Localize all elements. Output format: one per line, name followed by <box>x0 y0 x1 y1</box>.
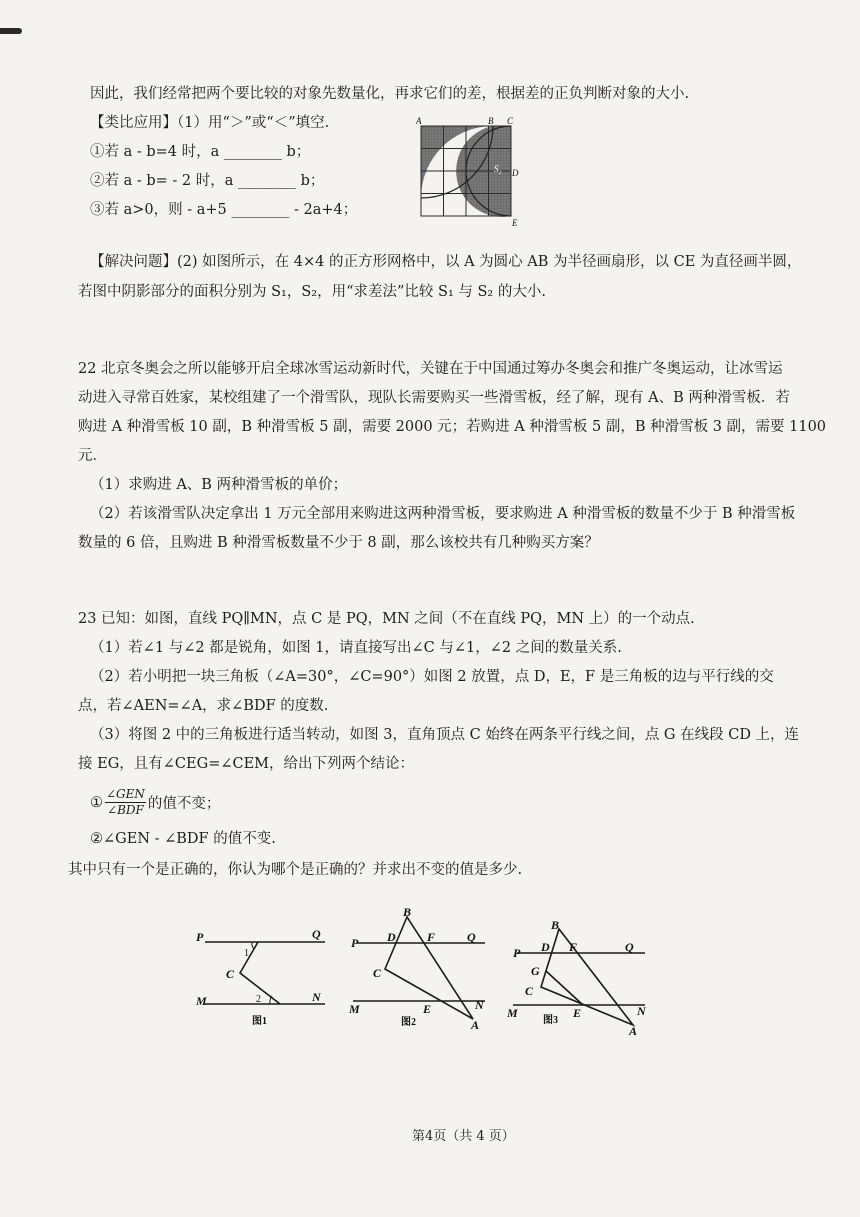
page-footer: 第4页（共 4 页） <box>412 1129 515 1144</box>
q22-line-1: 22 北京冬奥会之所以能够开启全球冰雪运动新时代，关键在于中国通过筹办冬奥会和推广冬奥运动，让冰雪运 <box>78 361 783 377</box>
segment-EG <box>546 971 583 1005</box>
triangle-ABC <box>541 929 633 1025</box>
q22-line-2: 动进入寻常百姓家，某校组建了一个滑雪队，现队长需要购买一些滑雪板，经了解，现有 A、B 两种滑雪板．若 <box>78 390 790 406</box>
fig2-label-Q: Q <box>467 930 476 944</box>
q23-line-1: 23 已知：如图，直线 PQ∥MN，点 C 是 PQ，MN 之间（不在直线 PQ，MN 上）的一个动点. <box>78 611 695 627</box>
label-C: C <box>507 116 514 126</box>
fig1-angle-1: 1 <box>244 948 249 959</box>
fig1-label-N: N <box>312 990 321 1004</box>
label-A: A <box>416 116 422 126</box>
label-S2: S₂ <box>494 164 502 174</box>
figure-3 <box>505 913 655 1038</box>
fig1-caption: 图1 <box>252 1016 267 1027</box>
fig3-label-Q: Q <box>625 940 634 954</box>
solve-line-1: 【解决问题】(2) 如图所示，在 4×4 的正方形网格中，以 A 为圆心 AB 为半径画扇形，以 CE 为直径画半圆， <box>90 254 802 270</box>
fig2-label-C: C <box>373 966 382 980</box>
fig2-label-A: A <box>471 1018 480 1032</box>
fig3-label-N: N <box>637 1004 646 1018</box>
analogy-item-2: ②若 a - b= - 2 时，a ________ b； <box>90 173 325 189</box>
label-D: D <box>512 168 519 178</box>
fig3-label-B: B <box>551 918 560 932</box>
figure-1 <box>190 918 340 1033</box>
conclusion-1 <box>90 787 220 818</box>
fig2-label-P: P <box>351 936 359 950</box>
fig3-label-E: E <box>573 1006 582 1020</box>
label-E: E <box>512 218 518 228</box>
fraction-denominator: ∠BDF <box>107 803 144 817</box>
fig1-label-M: M <box>196 994 207 1008</box>
solve-line-2: 若图中阴影部分的面积分别为 S₁，S₂，用“求差法”比较 S₁ 与 S₂ 的大小. <box>78 284 546 300</box>
fig3-label-M: M <box>507 1006 518 1020</box>
fig2-caption: 图2 <box>401 1017 416 1028</box>
scan-edge-mark <box>0 28 22 34</box>
fig1-label-C: C <box>226 967 235 981</box>
fig2-label-F: F <box>427 930 436 944</box>
fig2-label-D: D <box>387 930 396 944</box>
fig3-label-F: F <box>569 940 578 954</box>
label-S1: S₁ <box>448 159 456 169</box>
q22-part-1: （1）求购进 A、B 两种滑雪板的单价； <box>90 477 348 493</box>
fig3-label-C: C <box>525 984 534 998</box>
intro-line: 因此，我们经常把两个要比较的对象先数量化，再求它们的差，根据差的正负判断对象的大小. <box>90 86 690 102</box>
fraction-numerator: ∠GEN <box>106 787 145 801</box>
grid-figure <box>408 116 528 228</box>
fig1-angle-2: 2 <box>256 994 261 1005</box>
q23-part-3a: （3）将图 2 中的三角板进行适当转动，如图 3，直角顶点 C 始终在两条平行线之间，点 G 在线段 CD 上，连 <box>90 727 800 743</box>
fig3-label-A: A <box>629 1024 638 1038</box>
q23-part-2b: 点，若∠AEN=∠A，求∠BDF 的度数. <box>78 698 329 714</box>
fig1-label-P: P <box>196 930 204 944</box>
conclusion-1-mark: ① <box>90 794 103 811</box>
analogy-item-3: ③若 a>0，则 - a+5 ________ - 2a+4； <box>90 202 358 218</box>
q23-part-3b: 接 EG，且有∠CEG=∠CEM，给出下列两个结论： <box>78 756 415 772</box>
fig3-label-D: D <box>541 940 550 954</box>
fig3-label-P: P <box>513 946 521 960</box>
fig3-caption: 图3 <box>543 1015 558 1026</box>
analogy-item-1: ①若 a - b=4 时，a ________ b； <box>90 144 311 160</box>
q22-line-4: 元． <box>78 448 107 464</box>
label-B: B <box>488 116 494 126</box>
fig1-label-Q: Q <box>312 927 321 941</box>
figure-2 <box>345 903 495 1033</box>
analogy-heading: 【类比应用】（1）用“＞”或“＜”填空. <box>90 115 330 131</box>
fraction <box>105 787 146 818</box>
fig2-label-E: E <box>423 1002 432 1016</box>
conclusion-1-tail: 的值不变； <box>147 796 221 812</box>
q23-part-1: （1）若∠1 与∠2 都是锐角，如图 1，请直接写出∠C 与∠1，∠2 之间的数量关系. <box>90 640 622 656</box>
q23-part-2a: （2）若小明把一块三角板（∠A=30°，∠C=90°）如图 2 放置，点 D，E，F 是三角板的边与平行线的交 <box>90 669 774 685</box>
conclusion-2: ②∠GEN - ∠BDF 的值不变. <box>90 831 276 847</box>
q22-part-2b: 数量的 6 倍，且购进 B 种滑雪板数量不少于 8 副，那么该校共有几种购买方案？ <box>78 535 599 551</box>
fig2-label-N: N <box>475 998 484 1012</box>
q22-line-3: 购进 A 种滑雪板 10 副，B 种滑雪板 5 副，需要 2000 元；若购进 A 种滑雪板 5 副，B 种滑雪板 3 副，需要 1100 <box>78 419 827 435</box>
q22-part-2a: （2）若该滑雪队决定拿出 1 万元全部用来购进这两种滑雪板，要求购进 A 种滑雪板的数量不少于 B 种滑雪板 <box>90 506 796 522</box>
fig3-label-G: G <box>531 964 540 978</box>
fig2-label-M: M <box>349 1002 360 1016</box>
q23-final: 其中只有一个是正确的，你认为哪个是正确的？并求出不变的值是多少. <box>68 862 523 878</box>
fig2-label-B: B <box>403 905 412 919</box>
